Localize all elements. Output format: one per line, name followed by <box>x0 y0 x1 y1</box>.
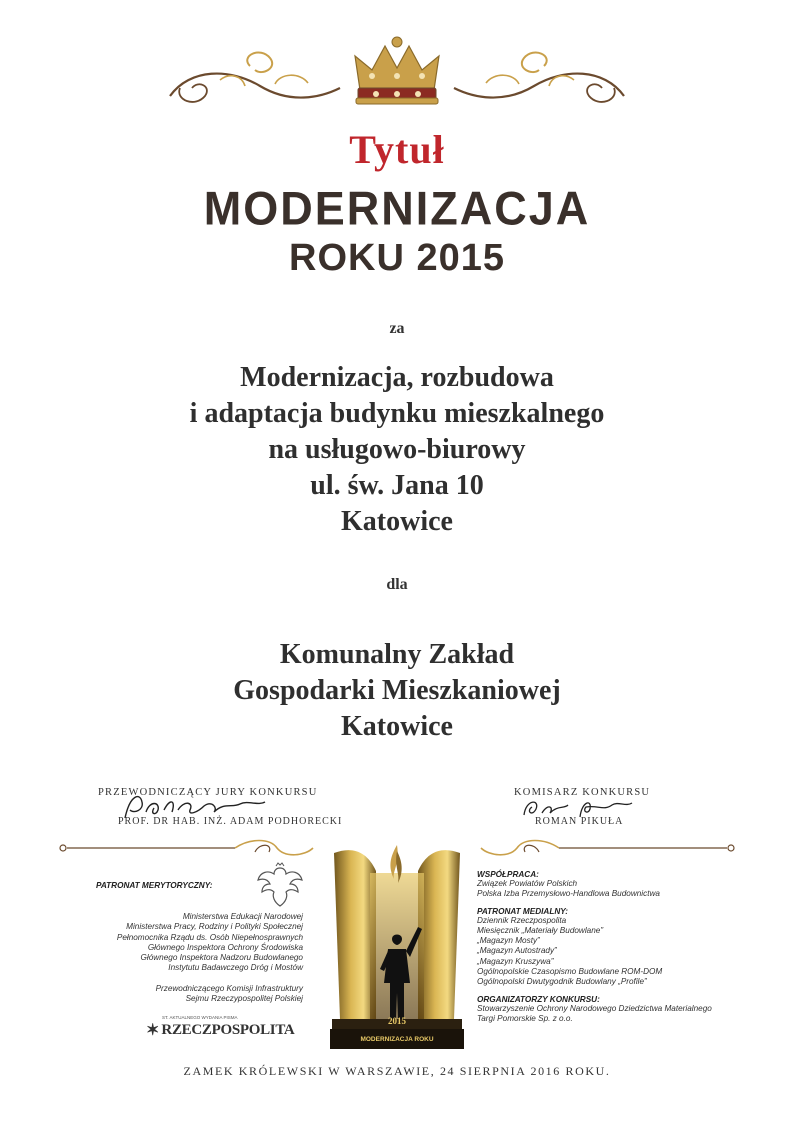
right-divider-ornament <box>474 838 739 858</box>
patronat-item: Ministerstwa Edukacji Narodowej <box>182 912 303 921</box>
patronat-item: Ministerstwa Pracy, Rodziny i Polityki Społecznej <box>126 922 303 932</box>
right-column <box>477 870 777 1024</box>
medialny-item: Ogólnopolski Dwutygodnik Budowlany „Profile” <box>477 977 647 987</box>
komisja-item: Sejmu Rzeczypospolitej Polskiej <box>185 994 303 1004</box>
medialny-item: Miesięcznik „Materiały Budowlane” <box>477 925 604 935</box>
trophy-year: 2015 <box>388 1016 406 1026</box>
recipient-block <box>0 637 794 745</box>
title-modernizacja: MODERNIZACJA <box>203 181 591 236</box>
title-tytul: Tytuł <box>349 127 445 172</box>
patronat-item: Głównego Inspektora Nadzoru Budowlanego <box>140 953 303 963</box>
medialny-item: Ogólnopolskie Czasopismo Budowlane ROM-DOM <box>477 967 663 977</box>
organizatorzy-item: Targi Pomorskie Sp. z o.o. <box>477 1013 573 1023</box>
patronat-item: Pełnomocnika Rządu ds. Osób Niepełnosprawnych <box>116 932 303 942</box>
title-roku: ROKU 2015 <box>289 237 505 279</box>
medialny-item: „Magazyn Autostrady” <box>477 946 557 956</box>
patronat-list <box>100 912 303 974</box>
medialny-item: „Magazyn Mosty” <box>477 936 540 946</box>
rzeczpospolita-logo-subtext: ST. AKTUALNEGO WYDANIA PISMA <box>162 1015 238 1020</box>
komisja-list <box>100 984 303 1005</box>
left-divider-ornament <box>55 838 320 858</box>
rzeczpospolita-logo-text: RZECZPOSPOLITA <box>161 1021 295 1038</box>
polish-eagle-icon <box>256 862 304 908</box>
rzeczpospolita-logo <box>146 1015 295 1045</box>
medialny-item: „Magazyn Kruszywa” <box>477 956 554 966</box>
wspolpraca-item: Związek Powiatów Polskich <box>477 879 578 888</box>
wspolpraca-heading: WSPÓŁPRACA: <box>477 870 539 879</box>
jury-chair-name: PROF. DR HAB. INŻ. ADAM PODHORECKI <box>118 816 343 827</box>
recipient-line: Katowice <box>341 711 453 742</box>
project-line: i adaptacja budynku mieszkalnego <box>189 398 605 429</box>
footer-place-date: ZAMEK KRÓLEWSKI W WARSZAWIE, 24 SIERPNIA 2016 ROKU. <box>183 1064 611 1078</box>
patronat-heading: PATRONAT MERYTORYCZNY: <box>96 881 213 890</box>
project-line: Katowice <box>341 506 453 537</box>
jury-chair-title: PRZEWODNICZĄCY JURY KONKURSU <box>98 787 318 798</box>
komisja-item: Przewodniczącego Komisji Infrastruktury <box>155 984 303 993</box>
patronat-item: Instytutu Badawczego Dróg i Mostów <box>168 963 303 973</box>
project-line: ul. św. Jana 10 <box>310 470 484 501</box>
wspolpraca-item: Polska Izba Przemysłowo-Handlowa Budownictwa <box>477 889 660 899</box>
recipient-line: Komunalny Zakład <box>279 639 515 670</box>
project-line: Modernizacja, rozbudowa <box>240 362 554 393</box>
rz-emblem-icon: ✶ <box>146 1022 160 1039</box>
organizatorzy-item: Stowarzyszenie Ochrony Narodowego Dziedzictwa Materialnego <box>477 1003 712 1013</box>
project-line: na usługowo-biurowy <box>268 434 526 465</box>
crown-ornament <box>150 28 644 118</box>
commissioner-title: KOMISARZ KONKURSU <box>514 787 651 798</box>
medialny-heading: PATRONAT MEDIALNY: <box>477 906 568 916</box>
trophy-image <box>330 843 464 1049</box>
dla-label: dla <box>386 576 408 593</box>
project-description <box>0 360 794 540</box>
medialny-item: Dziennik Rzeczpospolita <box>477 915 567 925</box>
patronat-item: Głównego Inspektora Ochrony Środowiska <box>147 942 303 952</box>
trophy-plaque: MODERNIZACJA ROKU <box>360 1036 434 1043</box>
recipient-line: Gospodarki Mieszkaniowej <box>233 675 561 706</box>
commissioner-name: ROMAN PIKUŁA <box>535 816 624 827</box>
organizatorzy-heading: ORGANIZATORZY KONKURSU: <box>477 994 600 1004</box>
za-label: za <box>389 320 405 337</box>
